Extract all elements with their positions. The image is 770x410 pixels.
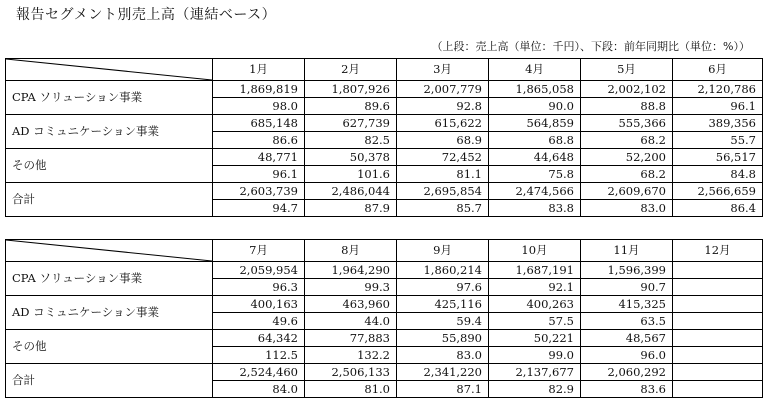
segment-sales-row [6, 115, 763, 132]
segment-name: その他 [6, 330, 213, 364]
header-row [6, 240, 763, 262]
sales-value: 2,506,133 [305, 364, 397, 381]
yoy-value: 75.8 [489, 166, 581, 183]
unit-note: （上段：売上高（単位：千円）、下段：前年同期比（単位：%）） [431, 40, 750, 53]
sales-value: 2,059,954 [213, 262, 305, 279]
yoy-value: 96.3 [213, 279, 305, 296]
sales-value: 2,060,292 [581, 364, 673, 381]
sales-value: 1,807,926 [305, 81, 397, 98]
yoy-value: 83.0 [581, 200, 673, 217]
sales-value: 463,960 [305, 296, 397, 313]
yoy-value: 90.7 [581, 279, 673, 296]
sales-value: 52,200 [581, 149, 673, 166]
sales-value: 415,325 [581, 296, 673, 313]
sales-value: 2,341,220 [397, 364, 489, 381]
sales-value: 1,865,058 [489, 81, 581, 98]
sales-value: 1,964,290 [305, 262, 397, 279]
yoy-value: 82.5 [305, 132, 397, 149]
sales-value: 1,869,819 [213, 81, 305, 98]
sales-value: 555,366 [581, 115, 673, 132]
yoy-value: 49.6 [213, 313, 305, 330]
sales-value: 72,452 [397, 149, 489, 166]
sales-value: 685,148 [213, 115, 305, 132]
month-header: 12月 [673, 240, 763, 262]
yoy-value: 57.5 [489, 313, 581, 330]
month-header: 2月 [305, 59, 397, 81]
segment-sales-table-jul-dec [5, 239, 763, 398]
segment-sales-table-jan-jun [5, 58, 763, 217]
sales-value: 64,342 [213, 330, 305, 347]
yoy-value: 101.6 [305, 166, 397, 183]
yoy-value: 132.2 [305, 347, 397, 364]
yoy-value: 96.1 [213, 166, 305, 183]
yoy-value: 112.5 [213, 347, 305, 364]
sales-value: 2,603,739 [213, 183, 305, 200]
sales-value: 564,859 [489, 115, 581, 132]
corner-diagonal [6, 59, 212, 80]
segment-name: AD コミュニケーション事業 [6, 115, 213, 149]
sales-value: 400,163 [213, 296, 305, 313]
yoy-value: 87.9 [305, 200, 397, 217]
segment-sales-row [6, 296, 763, 313]
month-header: 8月 [305, 240, 397, 262]
segment-name: その他 [6, 149, 213, 183]
sales-value: 2,695,854 [397, 183, 489, 200]
sales-value [673, 296, 763, 313]
month-header: 10月 [489, 240, 581, 262]
segment-sales-row [6, 364, 763, 381]
sales-value: 2,474,566 [489, 183, 581, 200]
segment-name: CPA ソリューション事業 [6, 81, 213, 115]
yoy-value: 98.0 [213, 98, 305, 115]
sales-value: 1,860,214 [397, 262, 489, 279]
yoy-value: 90.0 [489, 98, 581, 115]
yoy-value: 82.9 [489, 381, 581, 398]
yoy-value: 83.0 [397, 347, 489, 364]
sales-value: 2,566,659 [673, 183, 763, 200]
yoy-value: 85.7 [397, 200, 489, 217]
sales-value: 627,739 [305, 115, 397, 132]
month-header: 7月 [213, 240, 305, 262]
month-header: 3月 [397, 59, 489, 81]
sales-value: 2,137,677 [489, 364, 581, 381]
segment-sales-row [6, 262, 763, 279]
sales-value: 400,263 [489, 296, 581, 313]
yoy-value: 81.0 [305, 381, 397, 398]
segment-sales-row [6, 183, 763, 200]
month-header: 6月 [673, 59, 763, 81]
corner-cell [6, 240, 213, 262]
yoy-value [673, 279, 763, 296]
yoy-value [673, 381, 763, 398]
yoy-value: 44.0 [305, 313, 397, 330]
segment-sales-row [6, 149, 763, 166]
segment-sales-row [6, 81, 763, 98]
segment-name: 合計 [6, 183, 213, 217]
page-title: 報告セグメント別売上高（連結ベース） [16, 7, 277, 23]
month-header: 4月 [489, 59, 581, 81]
sales-value: 77,883 [305, 330, 397, 347]
segment-name: CPA ソリューション事業 [6, 262, 213, 296]
segment-name: AD コミュニケーション事業 [6, 296, 213, 330]
sales-value: 2,486,044 [305, 183, 397, 200]
sales-value [673, 262, 763, 279]
yoy-value [673, 313, 763, 330]
sales-value: 2,524,460 [213, 364, 305, 381]
yoy-value: 68.9 [397, 132, 489, 149]
yoy-value: 92.8 [397, 98, 489, 115]
header-row [6, 59, 763, 81]
sales-value: 389,356 [673, 115, 763, 132]
yoy-value [673, 347, 763, 364]
sales-value: 1,596,399 [581, 262, 673, 279]
yoy-value: 89.6 [305, 98, 397, 115]
yoy-value: 86.6 [213, 132, 305, 149]
yoy-value: 83.8 [489, 200, 581, 217]
sales-value: 2,609,670 [581, 183, 673, 200]
sales-value: 48,771 [213, 149, 305, 166]
yoy-value: 68.2 [581, 132, 673, 149]
yoy-value: 99.0 [489, 347, 581, 364]
segment-sales-row [6, 330, 763, 347]
yoy-value: 94.7 [213, 200, 305, 217]
sales-value: 2,002,102 [581, 81, 673, 98]
sales-value: 1,687,191 [489, 262, 581, 279]
yoy-value: 81.1 [397, 166, 489, 183]
yoy-value: 86.4 [673, 200, 763, 217]
sales-value: 615,622 [397, 115, 489, 132]
yoy-value: 83.6 [581, 381, 673, 398]
sales-value: 48,567 [581, 330, 673, 347]
sales-value [673, 330, 763, 347]
yoy-value: 97.6 [397, 279, 489, 296]
yoy-value: 55.7 [673, 132, 763, 149]
yoy-value: 92.1 [489, 279, 581, 296]
yoy-value: 96.0 [581, 347, 673, 364]
corner-cell [6, 59, 213, 81]
yoy-value: 63.5 [581, 313, 673, 330]
sales-value: 425,116 [397, 296, 489, 313]
yoy-value: 84.0 [213, 381, 305, 398]
yoy-value: 84.8 [673, 166, 763, 183]
sales-value: 44,648 [489, 149, 581, 166]
segment-name: 合計 [6, 364, 213, 398]
yoy-value: 99.3 [305, 279, 397, 296]
yoy-value: 68.8 [489, 132, 581, 149]
yoy-value: 96.1 [673, 98, 763, 115]
month-header: 5月 [581, 59, 673, 81]
yoy-value: 59.4 [397, 313, 489, 330]
yoy-value: 87.1 [397, 381, 489, 398]
sales-value [673, 364, 763, 381]
sales-value: 56,517 [673, 149, 763, 166]
sales-value: 50,378 [305, 149, 397, 166]
month-header: 1月 [213, 59, 305, 81]
month-header: 11月 [581, 240, 673, 262]
sales-value: 2,007,779 [397, 81, 489, 98]
sales-value: 50,221 [489, 330, 581, 347]
yoy-value: 68.2 [581, 166, 673, 183]
yoy-value: 88.8 [581, 98, 673, 115]
sales-value: 2,120,786 [673, 81, 763, 98]
month-header: 9月 [397, 240, 489, 262]
corner-diagonal [6, 240, 212, 261]
sales-value: 55,890 [397, 330, 489, 347]
